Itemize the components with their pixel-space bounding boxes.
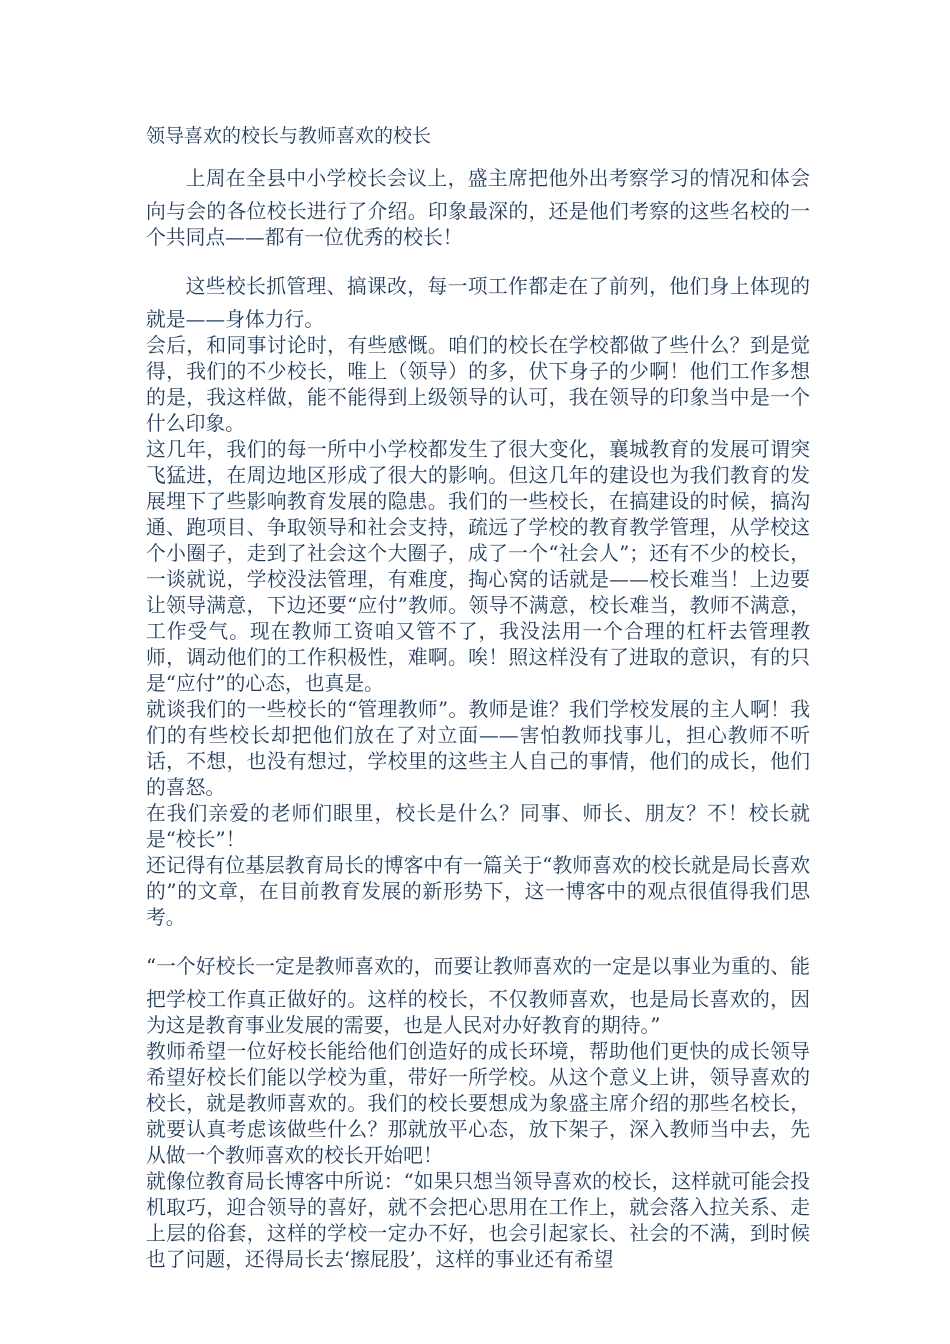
paragraph-2: 这些校长抓管理、搞课改，每一项工作都走在了前列，他们身上体现的就是——身体力行。	[146, 275, 810, 331]
paragraph-7: 还记得有位基层教育局长的博客中有一篇关于“教师喜欢的校长就是局长喜欢的”的文章，在目前教育发展的新形势下，这一博客中的观点很值得我们思考。	[146, 854, 810, 929]
paragraph-5: 就谈我们的一些校长的“管理教师”。教师是谁？我们学校发展的主人啊！我们的有些校长却把他们放在了对立面——害怕教师找事儿，担心教师不听话，不想，也没有想过，学校里的这些主人自己的事情，他们的成长，他们的喜怒。	[146, 698, 810, 799]
document-page	[146, 123, 810, 1273]
paragraph-8: “一个好校长一定是教师喜欢的，而要让教师喜欢的一定是以事业为重的、能把学校工作真正做好的。这样的校长，不仅教师喜欢，也是局长喜欢的，因为这是教育事业发展的需要，也是人民对办好教育的期待。”	[146, 955, 810, 1037]
paragraph-10: 就像位教育局长博客中所说：“如果只想当领导喜欢的校长，这样就可能会投机取巧，迎合领导的喜好，就不会把心思用在工作上，就会落入拉关系、走上层的俗套，这样的学校一定办不好，也会引起家长、社会的不满，到时候也了问题，还得局长去‘擦屁股’，这样的事业还有希望	[146, 1170, 810, 1271]
paragraph-4: 这几年，我们的每一所中小学校都发生了很大变化，襄城教育的发展可谓突飞猛进，在周边地区形成了很大的影响。但这几年的建设也为我们教育的发展埋下了些影响教育发展的隐患。我们的一些校长，在搞建设的时候，搞沟通、跑项目、争取领导和社会支持，疏远了学校的教育教学管理，从学校这个小圈子，走到了社会这个大圈子，成了一个“社会人”；还有不少的校长，一谈就说，学校没法管理，有难度，掏心窝的话就是——校长难当！上边要让领导满意，下边还要“应付”教师。领导不满意，校长难当，教师不满意，工作受气。现在教师工资咱又管不了，我没法用一个合理的杠杆去管理教师，调动他们的工作积极性，难啊。唉！照这样没有了进取的意识，有的只是“应付”的心态，也真是。	[146, 438, 810, 695]
paragraph-3: 会后，和同事讨论时，有些感慨。咱们的校长在学校都做了些什么？到是觉得，我们的不少校长，唯上（领导）的多，伏下身子的少啊！他们工作多想的是，我这样做，能不能得到上级领导的认可，我在领导的印象当中是一个什么印象。	[146, 334, 810, 435]
paragraph-6: 在我们亲爱的老师们眼里，校长是什么？同事、师长、朋友？不！校长就是“校长”！	[146, 802, 810, 851]
paragraph-1: 上周在全县中小学校长会议上，盛主席把他外出考察学习的情况和体会向与会的各位校长进行了介绍。印象最深的，还是他们考察的这些名校的一个共同点——都有一位优秀的校长！	[146, 167, 810, 249]
paragraph-9: 教师希望一位好校长能给他们创造好的成长环境，帮助他们更快的成长领导希望好校长们能以学校为重，带好一所学校。从这个意义上讲，领导喜欢的校长，就是教师喜欢的。我们的校长要想成为象盛主席介绍的那些名校长，就要认真考虑该做些什么？那就放平心态，放下架子，深入教师当中去，先从做一个教师喜欢的校长开始吧！	[146, 1040, 810, 1167]
document-title: 领导喜欢的校长与教师喜欢的校长	[146, 125, 432, 147]
